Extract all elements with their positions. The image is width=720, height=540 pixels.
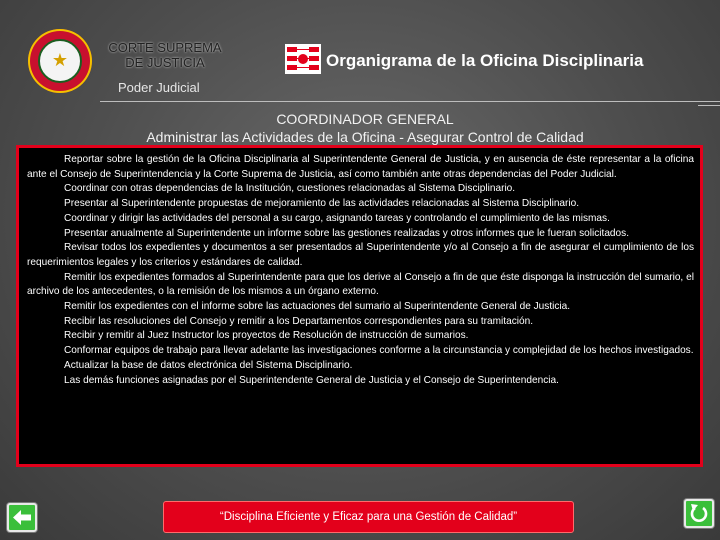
return-button[interactable] [684,499,714,528]
duty-item: Recibir las resoluciones del Consejo y remitir a los Departamentos correspondientes para su tramitación. [64,315,534,327]
duty-item: Reportar sobre la gestión de la Oficina Disciplinaria al Superintendente General de Justicia, y en ausencia de éste representar a la oficina ante el Consejo de Superintendencia y la Corte Suprema de Justicia, así como también ante otras dependencias del Poder Judicial. [27,154,694,180]
duty-item: Las demás funciones asignadas por el Superintendente General de Justicia y el Consejo de Superintendencia. [64,374,559,386]
duty-item: Presentar al Superintendente propuestas de mejoramiento de las actividades relacionadas al Sistema Disciplinario. [64,198,580,210]
org-chart-icon [285,44,321,74]
duty-item: Revisar todos los expedientes y documentos a ser presentados al Superintendente y/o al Consejo a fin de asegurar el cumplimiento de los requerimientos legales y los criterios y estándares de calidad. [27,242,694,268]
coat-of-arms-icon: ★ [28,29,92,93]
duty-item: Presentar anualmente al Superintendente un informe sobre las gestiones realizadas y otros informes que le fueran solicitados. [64,227,630,239]
motto-banner: “Disciplina Eficiente y Eficaz para una Gestión de Calidad” [163,501,574,533]
duty-item: Actualizar la base de datos electrónica del Sistema Disciplinario. [64,359,353,371]
duty-item: Remitir los expedientes formados al Superintendente para que los derive al Consejo a fin de que éste disponga la instrucción del sumario, el archivo de los antecedentes, o la remisión de los mismos a un órgano externo. [27,271,694,298]
page-title: Organigrama de la Oficina Disciplinaria [326,51,644,70]
back-button[interactable] [7,503,37,532]
duties-box [16,145,703,467]
duty-item: Coordinar y dirigir las actividades del personal a su cargo, asignando tareas y controlando el cumplimiento de las mismas. [64,212,610,224]
duty-item: Recibir y remitir al Juez Instructor los proyectos de Resolución de instrucción de sumarios. [64,330,469,342]
duty-item: Conformar equipos de trabajo para llevar adelante las investigaciones conforme a la circunstancia y complejidad de los hechos investigados. [64,345,694,357]
role-title: COORDINADOR GENERAL [276,111,454,127]
left-arrow-icon [10,506,34,529]
court-name: CORTE SUPREMA DE JUSTICIA [108,40,222,70]
role-heading [0,110,720,146]
header-divider-short [698,105,720,106]
return-arrow-icon [687,502,711,525]
poder-judicial-label: Poder Judicial [118,80,200,95]
header-divider [100,101,720,102]
duty-item: Coordinar con otras dependencias de la Institución, cuestiones relacionadas al Sistema Disciplinario. [64,183,516,195]
duty-item: Remitir los expedientes con el informe sobre las actuaciones del sumario al Superintendente General de Justicia. [64,301,571,313]
role-subtitle: Administrar las Actividades de la Oficina - Asegurar Control de Calidad [146,129,584,145]
